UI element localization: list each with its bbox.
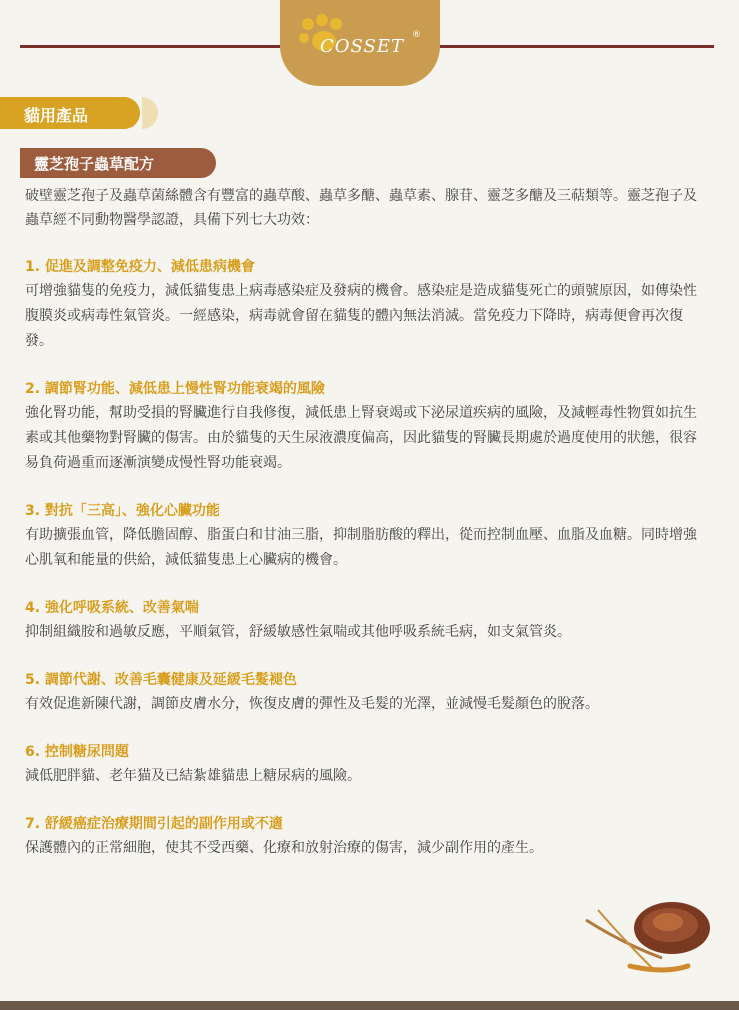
benefit-title: 6. 控制糖尿問題 (25, 744, 129, 760)
benefit-text: 可增強貓隻的免疫力，減低貓隻患上病毒感染症及發病的機會。感染症是造成貓隻死亡的頭號原因，如傳染性腹膜炎或病毒性氣管炎。一經感染，病毒就會留在貓隻的體內無法消滅。當免疫力下降時，病毒便會再次復發。 (25, 283, 697, 349)
benefit-item (25, 255, 705, 354)
benefit-title: 3. 對抗「三高」、強化心臟功能 (25, 503, 220, 519)
registered-mark: ® (412, 30, 421, 40)
category-tab-tail (142, 97, 158, 129)
mushroom-illustration (584, 892, 714, 982)
benefit-title: 1. 促進及調整免疫力、減低患病機會 (25, 259, 255, 275)
benefit-text: 保護體內的正常細胞，使其不受西藥、化療和放射治療的傷害，減少副作用的產生。 (25, 840, 543, 856)
benefit-text: 有效促進新陳代謝，調節皮膚水分，恢復皮膚的彈性及毛髮的光澤，並減慢毛髮顏色的脫落。 (25, 696, 599, 712)
brand-logo (280, 0, 440, 86)
benefit-item (25, 596, 705, 645)
benefit-item (25, 377, 705, 476)
benefit-text: 減低肥胖貓、老年猫及已結紮雄貓患上糖尿病的風險。 (25, 768, 361, 784)
benefit-item (25, 668, 705, 717)
header-rule-right (438, 45, 714, 48)
main-content (25, 184, 705, 861)
intro-paragraph: 破壁靈芝孢子及蟲草菌絲體含有豐富的蟲草酸、蟲草多醣、蟲草素、腺苷、靈芝多醣及三萜類等。靈芝孢子及蟲草經不同動物醫學認證，具備下列七大功效： (25, 188, 697, 228)
section-title-tab (20, 148, 216, 178)
category-tab-label: 貓用產品 (24, 106, 89, 125)
section-title: 靈芝孢子蟲草配方 (34, 155, 155, 173)
footer-band (0, 1001, 739, 1010)
benefit-title: 2. 調節腎功能、減低患上慢性腎功能衰竭的風險 (25, 381, 325, 397)
benefit-title: 7. 舒緩癌症治療期間引起的副作用或不適 (25, 816, 283, 832)
brand-name: COSSET (320, 36, 405, 57)
benefit-text: 抑制組織胺和過敏反應，平順氣管，舒緩敏感性氣喘或其他呼吸系統毛病，如支氣管炎。 (25, 624, 571, 640)
benefit-title: 5. 調節代謝、改善毛囊健康及延緩毛髮褪色 (25, 672, 297, 688)
benefit-text: 強化腎功能，幫助受損的腎臟進行自我修復，減低患上腎衰竭或下泌尿道疾病的風險，及減輕毒性物質如抗生素或其他藥物對腎臟的傷害。由於貓隻的天生尿液濃度偏高，因此貓隻的腎臟長期處於過度使用的狀態，很容易負荷過重而逐漸演變成慢性腎功能衰竭。 (25, 405, 697, 471)
benefit-item (25, 499, 705, 573)
benefit-item (25, 740, 705, 789)
header-rule-left (20, 45, 285, 48)
benefit-text: 有助擴張血管，降低膽固醇、脂蛋白和甘油三脂，抑制脂肪酸的釋出，從而控制血壓、血脂及血糖。同時增強心肌氧和能量的供給，減低貓隻患上心臟病的機會。 (25, 527, 697, 568)
benefit-title: 4. 強化呼吸系統、改善氣喘 (25, 600, 199, 616)
category-tab (0, 97, 140, 129)
benefit-item (25, 812, 705, 861)
